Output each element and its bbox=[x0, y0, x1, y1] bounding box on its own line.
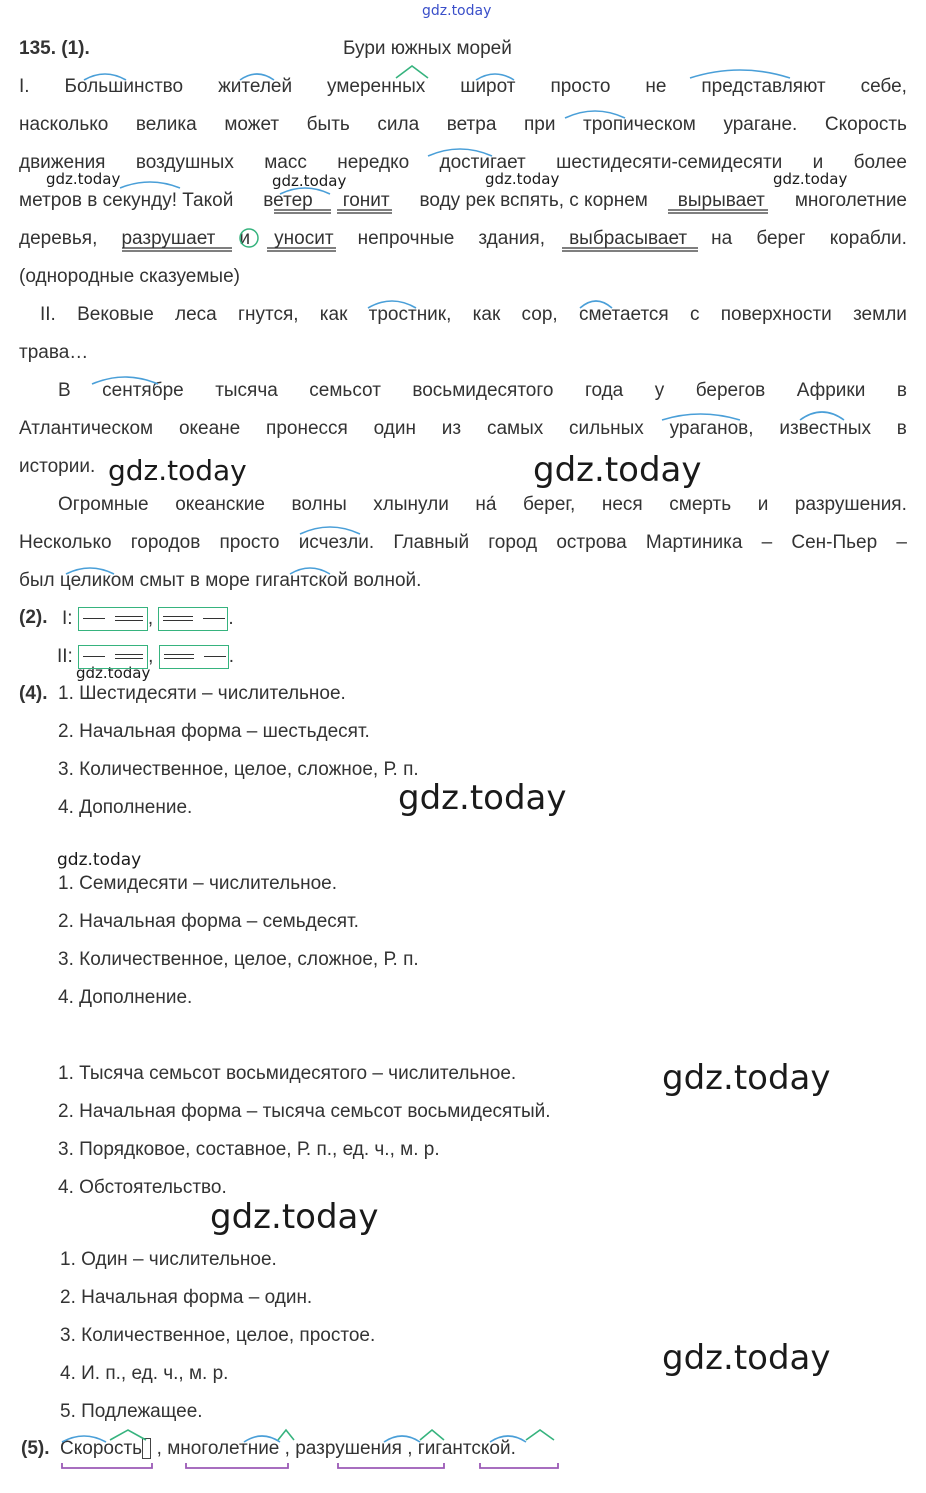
word: Главный bbox=[393, 532, 470, 553]
word: сила bbox=[377, 114, 420, 135]
word: сметается bbox=[578, 304, 669, 325]
text-line bbox=[19, 418, 907, 440]
word: Атлантическом bbox=[19, 418, 154, 439]
scheme-dot: . bbox=[228, 646, 234, 668]
task5-label: (5). bbox=[21, 1438, 50, 1459]
word: и bbox=[812, 152, 824, 173]
analysis-line: 4. Дополнение. bbox=[58, 797, 193, 818]
word: нередко bbox=[337, 152, 410, 173]
word: I. bbox=[19, 76, 30, 97]
word: воду рек вспять, с корнем bbox=[419, 190, 648, 211]
watermark: gdz.today bbox=[485, 170, 560, 188]
word: Огромные bbox=[58, 494, 149, 515]
word: метров в секунду! Такой bbox=[19, 190, 234, 211]
word: не bbox=[645, 76, 667, 97]
morpheme-word: разрушения bbox=[295, 1438, 402, 1459]
watermark: gdz.today bbox=[662, 1058, 831, 1098]
word: и bbox=[757, 494, 769, 515]
text-line bbox=[19, 570, 421, 592]
word: сильных bbox=[569, 418, 644, 439]
word: городов bbox=[130, 532, 201, 553]
watermark: gdz.today bbox=[272, 172, 347, 190]
word: с bbox=[690, 304, 700, 325]
word: умеренных bbox=[327, 76, 426, 97]
text-line bbox=[19, 114, 907, 136]
word: ураганов, bbox=[669, 418, 754, 439]
word: восьмидесятого bbox=[412, 380, 554, 401]
word: хлынули bbox=[373, 494, 449, 515]
word: леса bbox=[175, 304, 217, 325]
word: воздушных bbox=[135, 152, 234, 173]
word: из bbox=[441, 418, 462, 439]
word: уносит bbox=[274, 228, 334, 249]
analysis-line: 1. Тысяча семьсот восьмидесятого – числительное. bbox=[58, 1063, 517, 1084]
word: неся bbox=[601, 494, 643, 515]
word: берег, bbox=[523, 494, 576, 515]
text-line bbox=[19, 190, 907, 212]
scheme-row-two-label: II: bbox=[57, 646, 73, 668]
watermark: gdz.today bbox=[662, 1338, 831, 1378]
scheme-box bbox=[158, 607, 228, 631]
dot: . bbox=[510, 1438, 516, 1459]
analysis-line: 5. Подлежащее. bbox=[60, 1401, 203, 1422]
word: просто bbox=[550, 76, 611, 97]
watermark: gdz.today bbox=[210, 1197, 379, 1237]
word: берегов bbox=[695, 380, 766, 401]
text-line bbox=[19, 228, 907, 250]
word: года bbox=[584, 380, 624, 401]
word: в bbox=[896, 380, 907, 401]
word: океанские bbox=[175, 494, 265, 515]
word: Скорость bbox=[824, 114, 907, 135]
word: здания, bbox=[478, 228, 545, 249]
comma: , bbox=[156, 1438, 162, 1459]
word: представляют bbox=[701, 76, 826, 97]
analysis-line: 4. И. п., ед. ч., м. р. bbox=[60, 1363, 229, 1384]
comma: , bbox=[407, 1438, 413, 1459]
word: гонит bbox=[342, 190, 390, 211]
analysis-line: 3. Количественное, целое, простое. bbox=[60, 1325, 376, 1346]
word: в bbox=[896, 418, 907, 439]
word: при bbox=[523, 114, 556, 135]
scheme-comma: , bbox=[147, 608, 154, 630]
word: вырывает bbox=[677, 190, 765, 211]
analysis-line: 1. Один – числительное. bbox=[60, 1249, 277, 1270]
word: велика bbox=[135, 114, 197, 135]
comma: , bbox=[284, 1438, 290, 1459]
word: II. bbox=[40, 304, 56, 325]
text-line bbox=[58, 494, 907, 516]
word: гнутся, bbox=[238, 304, 299, 325]
exercise-number: 135. (1). bbox=[19, 38, 90, 59]
word: город bbox=[488, 532, 538, 553]
word: берег bbox=[756, 228, 806, 249]
analysis-line: 4. Дополнение. bbox=[58, 987, 193, 1008]
word: Мартиника bbox=[645, 532, 743, 553]
text-line bbox=[40, 304, 907, 326]
word: быть bbox=[306, 114, 350, 135]
scheme-box bbox=[78, 645, 148, 669]
word: многолетние bbox=[794, 190, 907, 211]
word: поверхности bbox=[720, 304, 832, 325]
word: исчезли. bbox=[298, 532, 375, 553]
analysis-line: 4. Обстоятельство. bbox=[58, 1177, 227, 1198]
word: насколько bbox=[19, 114, 109, 135]
text-line bbox=[19, 76, 907, 98]
analysis-line: 1. Шестидесяти – числительное. bbox=[58, 683, 346, 704]
word: острова bbox=[556, 532, 627, 553]
analysis-line: 1. Семидесяти – числительное. bbox=[58, 873, 337, 894]
scheme-row-one-label: I: bbox=[62, 608, 73, 630]
watermark: gdz.today bbox=[533, 450, 702, 490]
word: волны bbox=[291, 494, 347, 515]
analysis-line: 3. Порядковое, составное, Р. п., ед. ч., м. р. bbox=[58, 1139, 440, 1160]
note-homogeneous: (однородные сказуемые) bbox=[19, 266, 240, 287]
word: Большинство bbox=[64, 76, 184, 97]
word: сентябре bbox=[102, 380, 184, 401]
watermark: gdz.today bbox=[76, 664, 151, 682]
word: сор, bbox=[521, 304, 558, 325]
task2-label: (2). bbox=[19, 607, 48, 628]
word: смерть bbox=[669, 494, 732, 515]
analysis-line: 3. Количественное, целое, сложное, Р. п. bbox=[58, 949, 419, 970]
analysis-line: 2. Начальная форма – семьдесят. bbox=[58, 911, 359, 932]
word: более bbox=[853, 152, 907, 173]
word: может bbox=[224, 114, 280, 135]
watermark: gdz.today bbox=[108, 454, 247, 487]
analysis-line: 2. Начальная форма – шестьдесят. bbox=[58, 721, 370, 742]
word: достигает bbox=[439, 152, 526, 173]
word: семьсот bbox=[309, 380, 381, 401]
word: один bbox=[373, 418, 416, 439]
word: как bbox=[319, 304, 348, 325]
scheme-row-two bbox=[57, 645, 234, 669]
word: пронесся bbox=[266, 418, 348, 439]
word: шестидесяти-семидесяти bbox=[556, 152, 783, 173]
word: масс bbox=[264, 152, 307, 173]
word: Африки bbox=[796, 380, 866, 401]
word: разрушает bbox=[121, 228, 216, 249]
word: океане bbox=[178, 418, 241, 439]
scheme-box bbox=[159, 645, 229, 669]
morpheme-word: гигантской bbox=[417, 1438, 511, 1459]
text-line bbox=[19, 342, 88, 364]
word: самых bbox=[486, 418, 544, 439]
watermark: gdz.today bbox=[57, 850, 142, 870]
text-line bbox=[19, 456, 95, 478]
watermark: gdz.today bbox=[773, 170, 848, 188]
word: себе, bbox=[860, 76, 907, 97]
word: на́ bbox=[475, 494, 497, 515]
watermark: gdz.today bbox=[46, 170, 121, 188]
scheme-comma: , bbox=[148, 646, 154, 668]
word: трава… bbox=[19, 342, 89, 363]
word: на bbox=[711, 228, 733, 249]
text-line bbox=[58, 380, 907, 402]
analysis-line: 2. Начальная форма – один. bbox=[60, 1287, 313, 1308]
word: земли bbox=[853, 304, 907, 325]
task5-words bbox=[60, 1438, 516, 1460]
word: – bbox=[896, 532, 907, 553]
word: жителей bbox=[218, 76, 293, 97]
word: тростник, bbox=[368, 304, 452, 325]
word: выбрасывает bbox=[569, 228, 688, 249]
word: был целиком смыт в море гигантской волной. bbox=[19, 570, 422, 591]
word: известных bbox=[779, 418, 871, 439]
scheme-box bbox=[78, 607, 148, 631]
word: непрочные bbox=[357, 228, 455, 249]
word: истории. bbox=[19, 456, 96, 477]
ending-box: ​ bbox=[144, 1438, 150, 1460]
scheme-dot: . bbox=[228, 608, 234, 630]
analysis-line: 2. Начальная форма – тысяча семьсот восьмидесятый. bbox=[58, 1101, 551, 1122]
scheme-row-one bbox=[62, 607, 234, 631]
morpheme-word: многолетние bbox=[167, 1438, 280, 1459]
word: у bbox=[654, 380, 665, 401]
word: Сен-Пьер bbox=[791, 532, 878, 553]
word: ветер bbox=[263, 190, 313, 211]
analysis-line: 3. Количественное, целое, сложное, Р. п. bbox=[58, 759, 419, 780]
word: разрушения. bbox=[794, 494, 907, 515]
text-line bbox=[19, 532, 907, 554]
word: урагане. bbox=[723, 114, 798, 135]
word: корабли. bbox=[829, 228, 907, 249]
word: тропическом bbox=[583, 114, 696, 135]
word: – bbox=[761, 532, 773, 553]
word: тысяча bbox=[215, 380, 278, 401]
task4-label: (4). bbox=[19, 683, 48, 704]
text-line bbox=[19, 152, 907, 174]
word: широт bbox=[460, 76, 516, 97]
watermark-top: gdz.today bbox=[422, 3, 492, 19]
morpheme-word: Скорость bbox=[60, 1438, 143, 1459]
watermark: gdz.today bbox=[398, 778, 567, 818]
word: и bbox=[239, 228, 251, 249]
word: Несколько bbox=[19, 532, 112, 553]
word: Вековые bbox=[77, 304, 154, 325]
text-title: Бури южных морей bbox=[343, 38, 512, 59]
word: ветра bbox=[446, 114, 497, 135]
word: просто bbox=[219, 532, 280, 553]
word: как bbox=[472, 304, 501, 325]
word: деревья, bbox=[19, 228, 98, 249]
word: В bbox=[58, 380, 71, 401]
word: движения bbox=[19, 152, 106, 173]
